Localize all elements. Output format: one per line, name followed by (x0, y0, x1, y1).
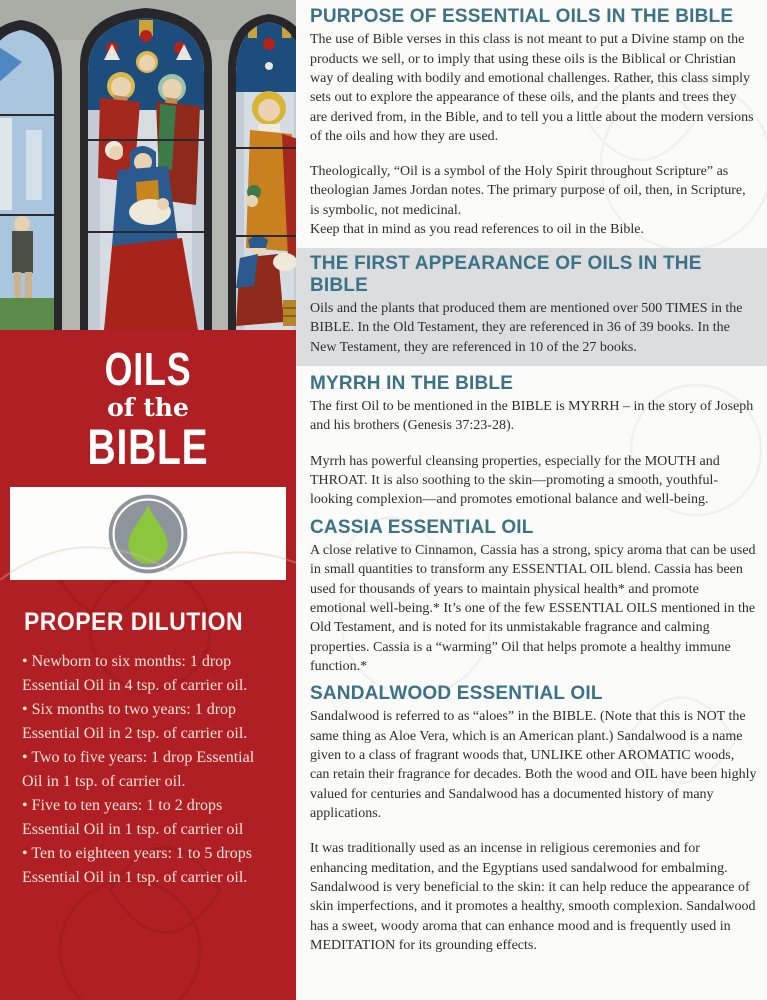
left-column (0, 0, 296, 1000)
dilution-item: • Newborn to six months: 1 drop Essential Oil in 4 tsp. of carrier oil. (22, 653, 248, 694)
paragraph: A close relative to Cinnamon, Cassia has a strong, spicy aroma that can be used in small quantities to transform any ESSENTIAL OIL blend. Cassia has been used for thousands of years to maintain physical health* and promote emotional well-being.* It’s one of the few ESSENTIAL OILS mentioned in the Old Testament, and is noted for its unmistakable fragrance and calming properties. Cassia is a “warming” Oil that helps promote a healthy immune function.* (310, 542, 756, 674)
section-heading: MYRRH IN THE BIBLE (310, 372, 514, 394)
paragraph: It was traditionally used as an incense in religious ceremonies and for enhancing meditation, and the Egyptians used sandalwood for embalming. Sandalwood is very beneficial to the skin: it can help reduce the appearance of skin imperfections, and it promotes a healthy, smooth complexion. Sandalwood has a sweet, woody aroma that can enhance mood and is frequently used in MEDITATION for its grounding effects. (310, 841, 756, 953)
dilution-item: • Ten to eighteen years: 1 to 5 drops Essential Oil in 1 tsp. of carrier oil. (22, 845, 252, 886)
section-heading: THE FIRST APPEARANCE OF OILS IN THE BIBLE (310, 253, 702, 296)
section-heading: PURPOSE OF ESSENTIAL OILS IN THE BIBLE (310, 6, 734, 27)
section-myrrh (296, 373, 767, 510)
dilution-item: • Two to five years: 1 drop Essential Oil in 1 tsp. of carrier oil. (22, 749, 255, 790)
stained-glass-window-image (0, 0, 296, 330)
dilution-list (22, 650, 260, 890)
section-heading: SANDALWOOD ESSENTIAL OIL (310, 683, 603, 705)
paragraph: Sandalwood is referred to as “aloes” in the BIBLE. (Note that this is NOT the same thing as Aloe Vera, which is an American plant.) Sandalwood is a name given to a class of fragrant woods that, UNLIKE other AROMATIC woods, can retain their fragrance for decades. Both the wood and OIL have been highly valued for centuries and Sandalwood has a documented history of many applications. (310, 709, 757, 821)
section-cassia (296, 517, 767, 676)
section-first-appearance (296, 248, 767, 365)
flyer-title (0, 330, 296, 475)
paragraph: Theologically, “Oil is a symbol of the Holy Spirit throughout Scripture” as theologian James Jordan notes. The primary purpose of oil, then, in Scripture, is symbolic, not medicinal. (310, 164, 746, 218)
section-heading: CASSIA ESSENTIAL OIL (310, 516, 534, 538)
title-line-of-the: of the (107, 393, 189, 422)
stained-glass-illustration (0, 0, 296, 330)
section-purpose (296, 0, 767, 239)
dilution-item: • Six months to two years: 1 drop Essential Oil in 2 tsp. of carrier oil. (22, 701, 248, 742)
logo-box (10, 487, 286, 580)
paragraph: Oils and the plants that produced them are mentioned over 500 TIMES in the BIBLE. In the Old Testament, they are referenced in 36 of 39 books. In the New Testament, they are referenced in 10 of the 27 books. (310, 300, 743, 355)
section-sandalwood (296, 683, 767, 955)
title-line-oils: OILS (104, 343, 192, 395)
title-line-bible: BIBLE (87, 419, 209, 475)
content-column (296, 0, 767, 1000)
paragraph: The first Oil to be mentioned in the BIBLE is MYRRH – in the story of Joseph and his brothers (Genesis 37:23-28). (310, 399, 754, 434)
paragraph: Keep that in mind as you read references to oil in the Bible. (310, 222, 644, 238)
proper-dilution-heading: PROPER DILUTION (24, 608, 244, 636)
paragraph: The use of Bible verses in this class is not meant to put a Divine stamp on the products we sell, or to imply that using these oils is the Biblical or Christian way of dealing with bodily and emotional challenges. Rather, this class simply sets out to explore the appearance of these oils, and the plants and trees they are derived from, in the Bible, and to tell you a little about the modern versions of the oils and how they are used. (310, 32, 754, 144)
title-panel (0, 330, 296, 1000)
logo-box-watermark (0, 540, 296, 580)
dilution-item: • Five to ten years: 1 to 2 drops Essential Oil in 1 tsp. of carrier oil (22, 797, 244, 838)
paragraph: Myrrh has powerful cleansing properties, especially for the MOUTH and THROAT. It is also soothing to the skin—promoting a smooth, youthful-looking complexion—and promotes emotional balance and well-being. (310, 453, 720, 508)
